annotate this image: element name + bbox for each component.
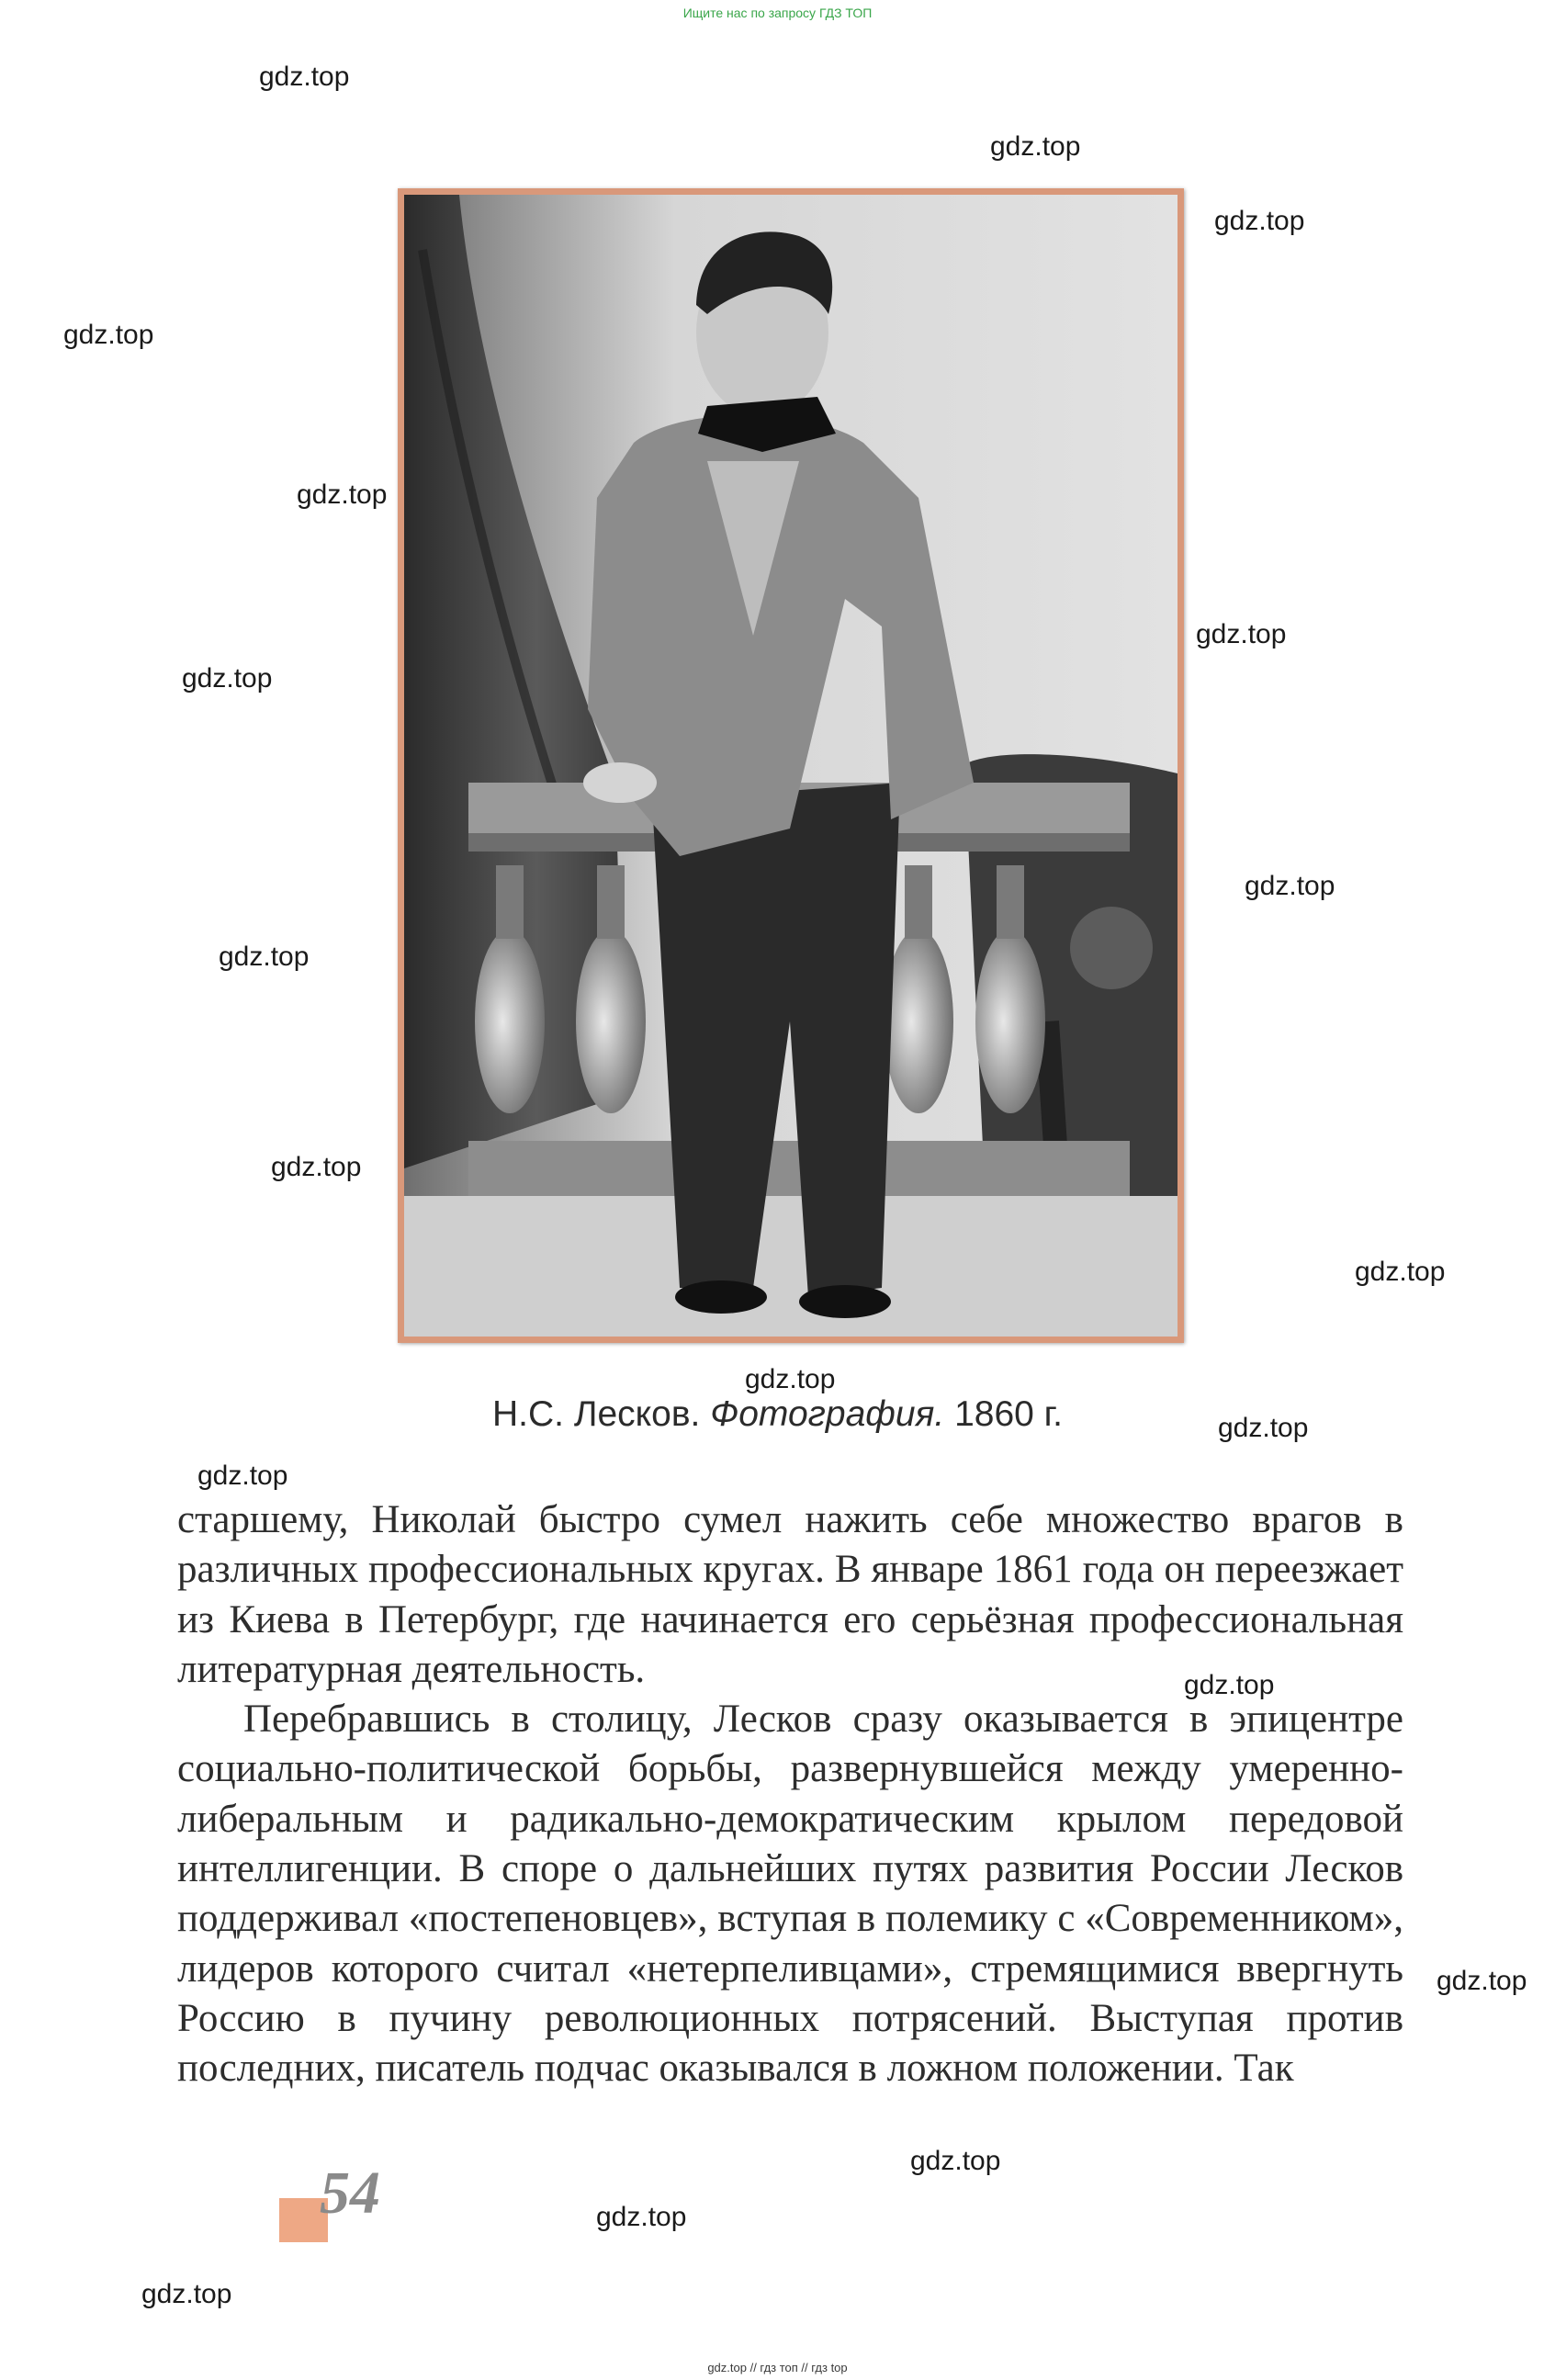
watermark: gdz.top xyxy=(271,1152,362,1182)
watermark: gdz.top xyxy=(259,62,350,92)
watermark: gdz.top xyxy=(182,663,273,694)
watermark: gdz.top xyxy=(1355,1257,1446,1287)
watermark: gdz.top xyxy=(1214,206,1305,236)
watermark: gdz.top xyxy=(745,1364,836,1394)
page-number: 54 xyxy=(320,2160,380,2227)
watermark: gdz.top xyxy=(1245,871,1335,901)
watermark: gdz.top xyxy=(1218,1413,1309,1443)
watermark: gdz.top xyxy=(219,942,310,972)
top-search-note: Ищите нас по запросу ГДЗ ТОП xyxy=(682,6,873,20)
watermark: gdz.top xyxy=(63,320,154,350)
photo-caption xyxy=(0,1394,1555,1435)
watermark: gdz.top xyxy=(1196,619,1287,649)
watermark: gdz.top xyxy=(910,2146,1001,2176)
caption-year: 1860 г. xyxy=(954,1394,1063,1434)
watermark: gdz.top xyxy=(1437,1966,1527,1996)
watermark: gdz.top xyxy=(297,479,388,510)
portrait-image xyxy=(404,195,1178,1337)
caption-type: Фотография. xyxy=(710,1394,945,1434)
watermark: gdz.top xyxy=(197,1461,288,1491)
watermark: gdz.top xyxy=(990,131,1081,162)
paragraph: Перебравшись в столицу, Лесков сразу оказывается в эпицентре социально-политической борьбы, развернувшейся между умеренно-либеральным и радикально-демократическим крылом передовой интеллигенции. В споре о дальнейших путях развития России Лесков поддерживал «постепеновцев», вступая в полемику с «Современником», лидеров которого считал «нетерпеливцами», стремящимися ввергнуть Россию в пучину революционных потрясений. Выступая против последних, писатель подчас оказывался в ложном положении. Так xyxy=(177,1698,1403,2091)
portrait-photograph xyxy=(398,188,1184,1343)
caption-name: Н.С. Лесков. xyxy=(492,1394,701,1434)
watermark: gdz.top xyxy=(596,2202,687,2232)
footer-note: gdz.top // гдз топ // гдз top xyxy=(707,2361,848,2374)
body-text xyxy=(177,1495,1403,2094)
watermark: gdz.top xyxy=(1184,1670,1275,1700)
watermark: gdz.top xyxy=(141,2279,232,2309)
paragraph: старшему, Николай быстро сумел нажить себе множество врагов в различных профессиональных кругах. В январе 1861 года он переезжает из Киева в Петербург, где начинается его серьёзная профессиональная литературная деятельность. xyxy=(177,1498,1403,1691)
